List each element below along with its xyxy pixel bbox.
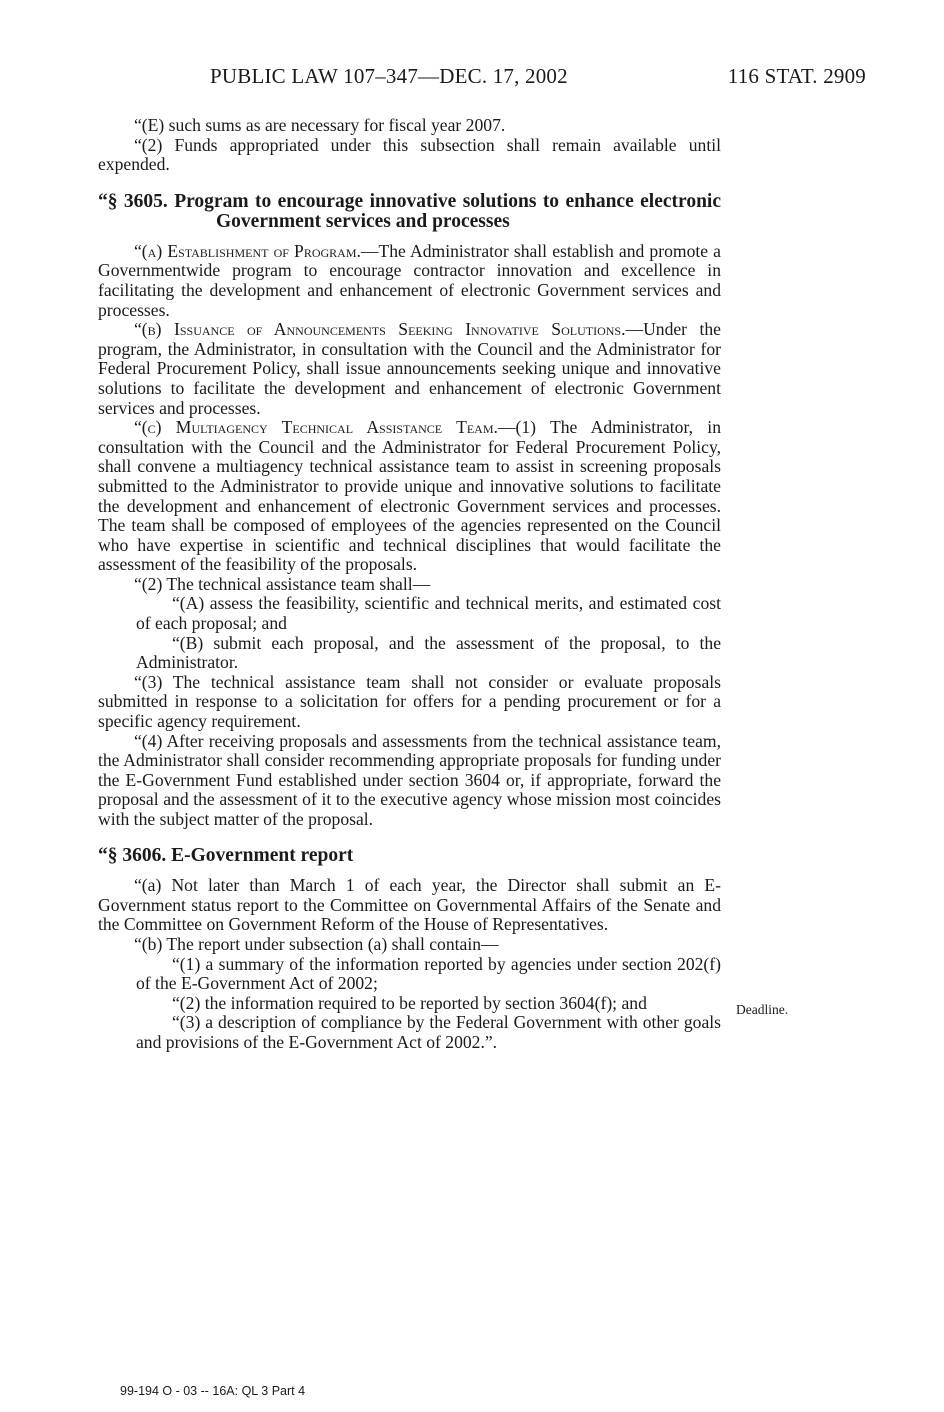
report-subsection-b: “(b) The report under subsection (a) shall contain— [134, 933, 499, 954]
report-item-2: “(2) the information required to be reported by section 3604(f); and [172, 992, 647, 1013]
report-item-1: “(1) a summary of the information reported by agencies under section 202(f) of the E-Government Act of 2002; [136, 953, 721, 994]
report-subsection-a: “(a) Not later than March 1 of each year, the Director shall submit an E-Government status report to the Committee on Governmental Affairs of the Senate and the Committee on Government Reform of the House of Representatives. [98, 875, 721, 935]
paragraph-c4: “(4) After receiving proposals and assessments from the technical assistance team, the Administrator shall consider recommending appropriate proposals for funding under the E-Government Fund established under section 3604 or, if appropriate, forward the proposal and the assessment of it to the executive agency whose mission most coincides with the subject matter of the proposal. [98, 730, 721, 829]
paragraph-c3: “(3) The technical assistance team shall not consider or evaluate proposals submitted in response to a solicitation for offers for a pending procurement or for a specific agency requirement. [98, 671, 721, 732]
section-3606-heading: “§ 3606. E-Government report [98, 844, 354, 866]
subsection-b-text: —Under the program, the Administrator, in consultation with the Council and the Administrator for Federal Procurement Policy, shall issue announcements seeking unique and innovative solutions to facilitate the development and enhancement of electronic Government services and processes. [98, 319, 721, 418]
subsection-c-label: “(c) Multiagency Technical Assistance Team. [134, 417, 498, 438]
paragraph-c2: “(2) The technical assistance team shall— [134, 573, 431, 594]
running-header-page-number: 116 STAT. 2909 [727, 64, 866, 88]
subsection-c-text: —(1) The Administrator, in consultation with the Council and the Administrator for Federal Procurement Policy, shall convene a multiagency technical assistance team to assist in screening proposals submitted to the Administrator to provide unique and innovative solutions to facilitate the development and enhancement of electronic Government services and processes. The team shall be composed of employees of the agencies represented on the Council who have expertise in scientific and technical disciplines that would facilitate the assessment of the feasibility of the proposals. [98, 417, 721, 575]
statute-body [98, 116, 721, 1053]
report-item-3: “(3) a description of compliance by the Federal Government with other goals and provisions of the E-Government Act of 2002.”. [136, 1012, 721, 1052]
subsection-b [98, 320, 721, 418]
subparagraph-c2a: “(A) assess the feasibility, scientific and technical merits, and estimated cost of each proposal; and [136, 593, 721, 634]
running-header-title: PUBLIC LAW 107–347—DEC. 17, 2002 [210, 64, 568, 88]
subsection-b-label: “(b) Issuance of Announcements Seeking Innovative Solutions. [134, 319, 626, 340]
paragraph-2-funds: “(2) Funds appropriated under this subsection shall remain available until expended. [98, 134, 721, 175]
margin-note-deadline: Deadline. [736, 1002, 789, 1017]
subsection-a-label: “(a) Establishment of Program. [134, 240, 361, 261]
paragraph-e: “(E) such sums as are necessary for fiscal year 2007. [134, 115, 506, 135]
subsection-a-text: —The Administrator shall establish and promote a Governmentwide program to encourage contractor innovation and excellence in facilitating the development and enhancement of electronic Government services and processes. [98, 240, 721, 320]
subsection-a [98, 242, 721, 320]
subsection-c [98, 418, 721, 575]
subparagraph-c2b: “(B) submit each proposal, and the assessment of the proposal, to the Administrator. [136, 632, 721, 673]
section-3605-heading: “§ 3605. Program to encourage innovative solutions to enhance electronic Government services and processes [98, 190, 721, 232]
print-job-footer: 99-194 O - 03 -- 16A: QL 3 Part 4 [120, 1384, 306, 1398]
